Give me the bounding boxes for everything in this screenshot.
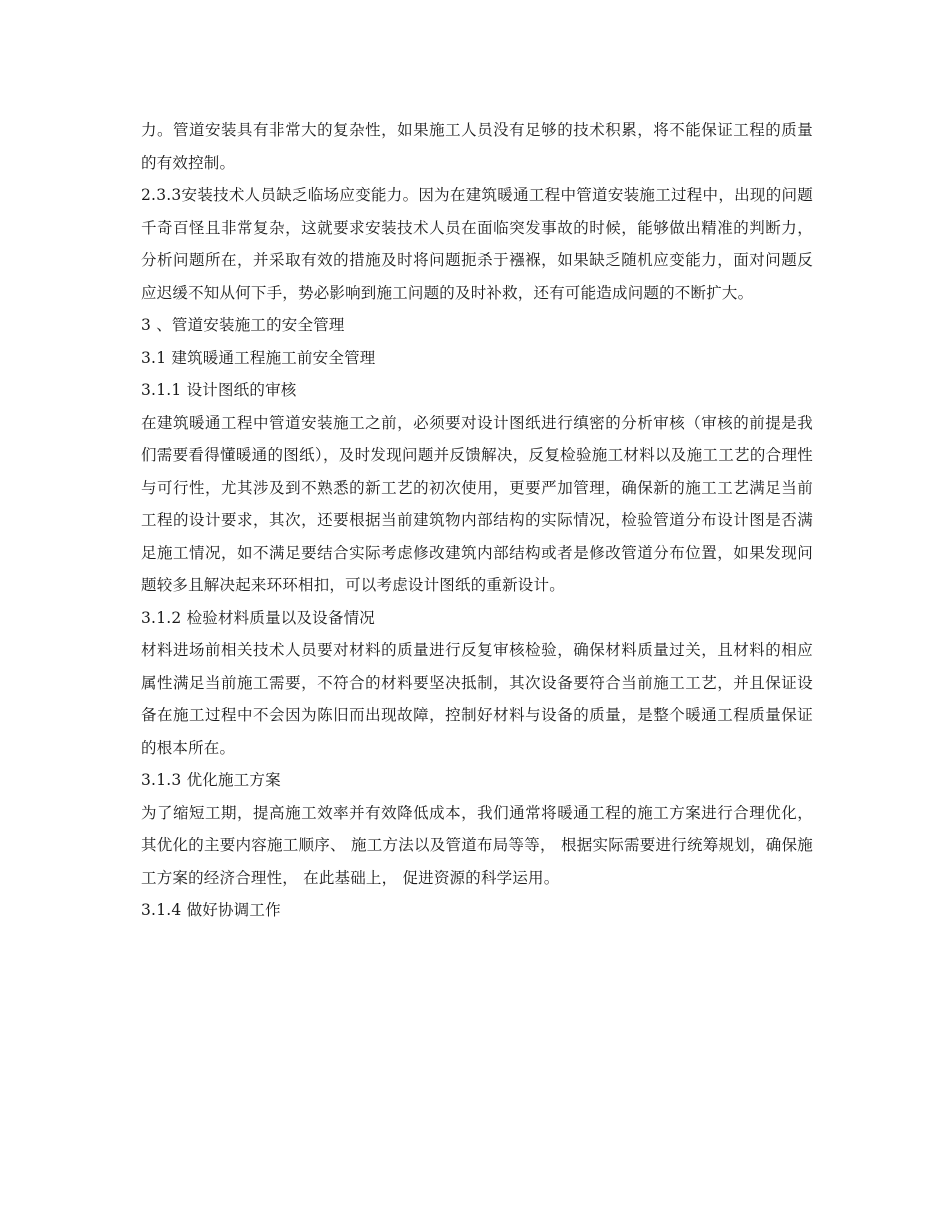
section-heading-3-1-4: 3.1.4 做好协调工作 bbox=[141, 901, 281, 919]
paragraph-3-1-3: 为了缩短工期，提高施工效率并有效降低成本，我们通常将暖通工程的施工方案进行合理优化，其优化的主要内容施工顺序、 施工方法以及管道布局等等， 根据实际需要进行统筹规划，确保施工方案的经济合理性， 在此基础上， 促进资源的科学运用。 bbox=[141, 803, 813, 887]
section-heading-3-1: 3.1 建筑暖通工程施工前安全管理 bbox=[141, 348, 376, 367]
section-heading-3-1-3: 3.1.3 优化施工方案 bbox=[141, 771, 281, 789]
section-heading-3-1-1: 3.1.1 设计图纸的审核 bbox=[141, 381, 297, 399]
paragraph-3-1-1: 在建筑暖通工程中管道安装施工之前，必须要对设计图纸进行缜密的分析审核（审核的前提是我们需要看得懂暖通的图纸），及时发现问题并反馈解决，反复检验施工材料以及施工工艺的合理性与可行性，尤其涉及到不熟悉的新工艺的初次使用，更要严加管理，确保新的施工工艺满足当前工程的设计要求，其次，还要根据当前建筑物内部结构的实际情况，检验管道分布设计图是否满足施工情况，如不满足要结合实际考虑修改建筑内部结构或者是修改管道分布位置，如果发现问题较多且解决起来环环相扣，可以考虑设计图纸的重新设计。 bbox=[141, 413, 813, 594]
document-body bbox=[141, 114, 813, 927]
section-heading-3-1-2: 3.1.2 检验材料质量以及设备情况 bbox=[141, 608, 375, 627]
paragraph-3-1-2: 材料进场前相关技术人员要对材料的质量进行反复审核检验，确保材料质量过关，且材料的相应属性满足当前施工需要，不符合的材料要坚决抵制，其次设备要符合当前施工工艺，并且保证设备在施工过程中不会因为陈旧而出现故障，控制好材料与设备的质量，是整个暖通工程质量保证的根本所在。 bbox=[141, 641, 813, 757]
section-heading-3: 3 、管道安装施工的安全管理 bbox=[141, 316, 345, 334]
paragraph-quality-control: 力。管道安装具有非常大的复杂性，如果施工人员没有足够的技术积累，将不能保证工程的质量的有效控制。 bbox=[141, 121, 813, 172]
paragraph-2-3-3: 2.3.3安装技术人员缺乏临场应变能力。因为在建筑暖通工程中管道安装施工过程中，出现的问题千奇百怪且非常复杂，这就要求安装技术人员在面临突发事故的时候，能够做出精准的判断力，分析问题所在，并采取有效的措施及时将问题扼杀于襁褓，如果缺乏随机应变能力，面对问题反应迟缓不知从何下手，势必影响到施工问题的及时补救，还有可能造成问题的不断扩大。 bbox=[141, 186, 813, 302]
